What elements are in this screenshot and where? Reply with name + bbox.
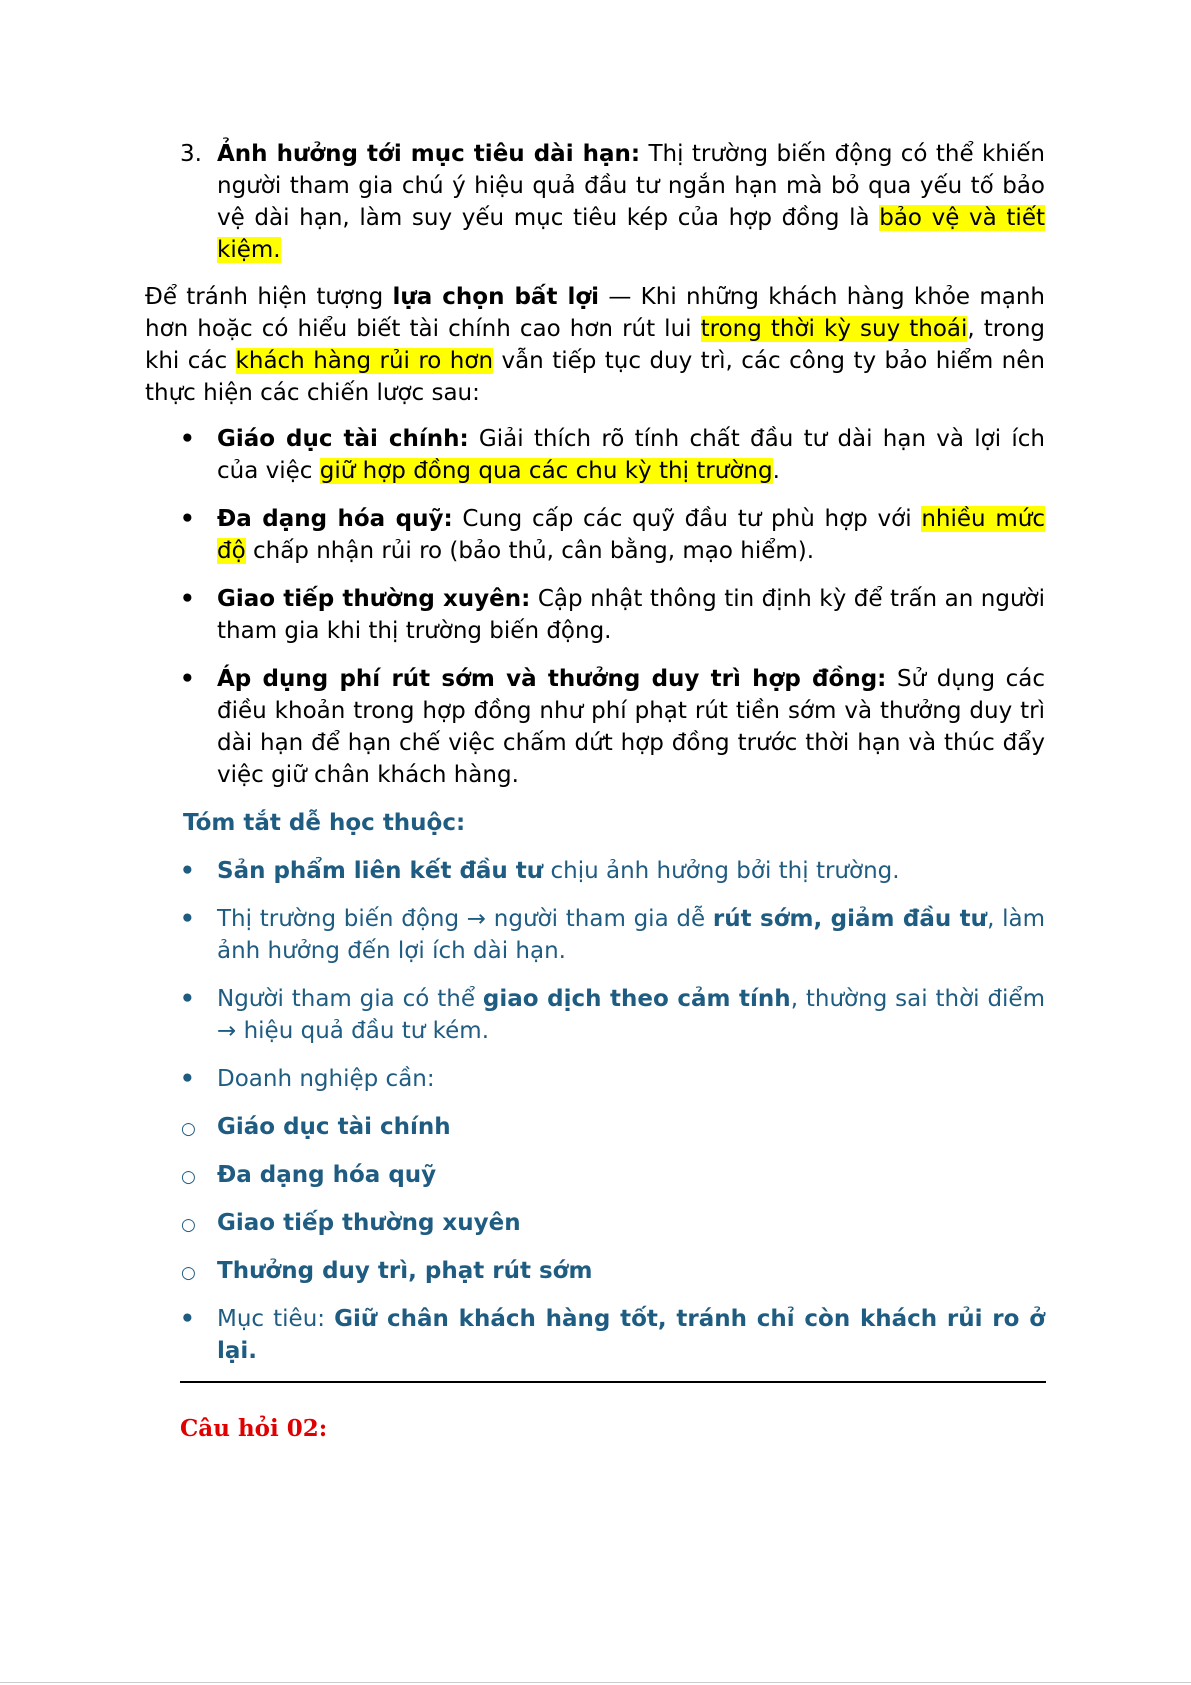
document-body: [145, 138, 1045, 1383]
bullet-icon: •: [180, 986, 195, 1012]
list-item: [145, 583, 1045, 647]
summary-bold: rút sớm, giảm đầu tư: [712, 906, 988, 932]
summary-text: chịu ảnh hưởng bởi thị trường.: [543, 858, 900, 884]
intro-paragraph: [145, 281, 1045, 409]
intro-text: Để tránh hiện tượng: [145, 284, 393, 310]
bullet-icon: •: [180, 586, 195, 612]
highlighted-text: giữ hợp đồng qua các chu kỳ thị trường: [319, 458, 773, 484]
summary-text: , làm ảnh hưởng đến lợi ích dài hạn.: [217, 906, 1045, 964]
sub-item-text: Giáo dục tài chính: [217, 1114, 451, 1140]
highlighted-text: khách hàng rủi ro hơn: [235, 348, 494, 374]
sub-item-text: Giao tiếp thường xuyên: [217, 1210, 521, 1236]
list-item: [145, 1063, 1045, 1287]
summary-title: Tóm tắt dễ học thuộc:: [183, 810, 466, 836]
highlighted-text: trong thời kỳ suy thoái: [700, 316, 968, 342]
summary-bold: Sản phẩm liên kết đầu tư: [217, 858, 544, 884]
strategy-text: Sử dụng các điều khoản trong hợp đồng như phí phạt rút tiền sớm và thưởng duy trì dài hạn để hạn chế việc chấm dứt hợp đồng trước thời hạn và thúc đẩy việc giữ chân khách hàng.: [217, 666, 1045, 788]
intro-bold-term: lựa chọn bất lợi: [392, 284, 600, 310]
strategy-text: Cập nhật thông tin định kỳ để trấn an người tham gia khi thị trường biến động.: [217, 586, 1045, 644]
sub-list-item: [145, 1255, 1045, 1287]
summary-text: Mục tiêu:: [217, 1306, 335, 1332]
list-item: [145, 663, 1045, 791]
item-heading: Ảnh hưởng tới mục tiêu dài hạn:: [217, 141, 641, 167]
strategy-heading: Giáo dục tài chính:: [217, 426, 469, 452]
list-item: [145, 1303, 1045, 1367]
bullet-icon: •: [180, 426, 195, 452]
item-text: Thị trường biến động có thể khiến người tham gia chú ý hiệu quả đầu tư ngắn hạn mà bỏ qua yếu tố bảo vệ dài hạn, làm suy yếu mục tiêu kép của hợp đồng là: [217, 141, 1045, 231]
summary-bold: Giữ chân khách hàng tốt, tránh chỉ còn khách rủi ro ở lại.: [217, 1306, 1045, 1364]
sub-list-item: [145, 1111, 1045, 1143]
list-item: [145, 983, 1045, 1047]
strategy-heading: Đa dạng hóa quỹ:: [217, 506, 453, 532]
bullet-icon: •: [180, 506, 195, 532]
highlighted-text: bảo vệ và tiết kiệm.: [217, 205, 1045, 263]
circle-bullet-icon: ○: [181, 1119, 196, 1139]
list-item: [145, 903, 1045, 967]
sub-list-item: [145, 1159, 1045, 1191]
list-number: 3.: [180, 141, 202, 167]
sub-list-item: [145, 1207, 1045, 1239]
sub-list: [145, 1111, 1045, 1287]
strategy-heading: Giao tiếp thường xuyên:: [217, 586, 531, 612]
circle-bullet-icon: ○: [181, 1215, 196, 1235]
intro-text: , trong khi các: [145, 316, 1045, 374]
circle-bullet-icon: ○: [181, 1167, 196, 1187]
summary-text: Thị trường biến động → người tham gia dễ: [217, 906, 713, 932]
strategy-text: Cung cấp các quỹ đầu tư phù hợp với: [452, 506, 922, 532]
strategy-text: .: [772, 458, 780, 484]
bullet-icon: •: [180, 858, 195, 884]
numbered-item-3: [145, 138, 1045, 266]
list-item: [145, 423, 1045, 487]
summary-text: Người tham gia có thể: [217, 986, 483, 1012]
strategy-text: Giải thích rõ tính chất đầu tư dài hạn và lợi ích của việc: [217, 426, 1045, 484]
bullet-icon: •: [180, 1066, 195, 1092]
bullet-icon: •: [180, 1306, 195, 1332]
summary-bold: giao dịch theo cảm tính: [482, 986, 791, 1012]
sub-item-text: Thưởng duy trì, phạt rút sớm: [217, 1258, 593, 1284]
summary-list: [145, 855, 1045, 1367]
question-heading: Câu hỏi 02:: [180, 1415, 328, 1442]
circle-bullet-icon: ○: [181, 1263, 196, 1283]
summary-text: , thường sai thời điểm → hiệu quả đầu tư kém.: [217, 986, 1045, 1044]
intro-text: vẫn tiếp tục duy trì, các công ty bảo hiểm nên thực hiện các chiến lược sau:: [145, 348, 1045, 406]
highlighted-text: nhiều mức độ: [217, 506, 1045, 564]
summary-text: Doanh nghiệp cần:: [217, 1066, 435, 1092]
bullet-icon: •: [180, 906, 195, 932]
list-item: [145, 855, 1045, 887]
strategy-list: [145, 423, 1045, 791]
sub-item-text: Đa dạng hóa quỹ: [217, 1162, 437, 1188]
horizontal-rule: [180, 1381, 1046, 1383]
strategy-text: chấp nhận rủi ro (bảo thủ, cân bằng, mạo hiểm).: [245, 538, 815, 564]
strategy-heading: Áp dụng phí rút sớm và thưởng duy trì hợp đồng:: [217, 666, 887, 692]
intro-text: — Khi những khách hàng khỏe mạnh hơn hoặc có hiểu biết tài chính cao hơn rút lui: [145, 284, 1046, 342]
page-bottom-border: [0, 1682, 1191, 1683]
bullet-icon: •: [180, 666, 195, 692]
list-item: [145, 503, 1045, 567]
